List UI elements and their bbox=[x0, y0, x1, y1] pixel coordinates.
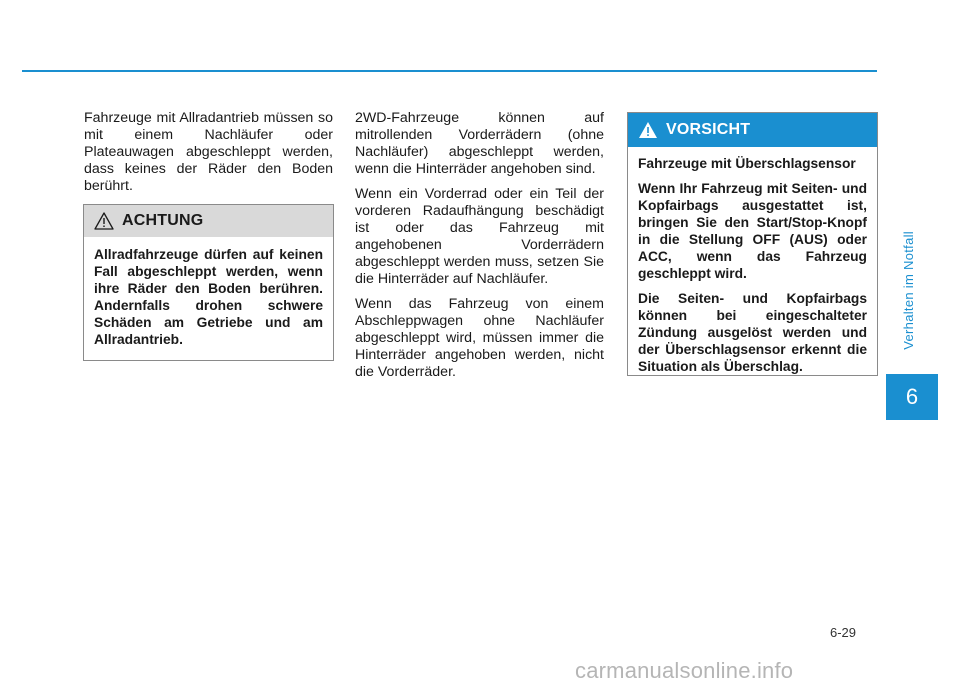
watermark: carmanualsonline.info bbox=[575, 658, 794, 683]
paragraph: Die Seiten- und Kopfairbags können bei eingeschalteter Zündung ausgelöst werden und der Überschlagsensor erkennt die Situation als Überschlag. bbox=[638, 291, 867, 374]
warning-triangle-icon bbox=[94, 212, 114, 230]
vorsicht-text bbox=[628, 147, 877, 375]
text-column-left bbox=[84, 110, 333, 203]
section-side-label bbox=[895, 210, 921, 370]
vorsicht-header bbox=[628, 113, 877, 147]
paragraph: Wenn Ihr Fahrzeug mit Seiten- und Kopfairbags ausgestattet ist, bringen Sie den Start/Stop-Knopf in die Stellung OFF (AUS) oder ACC, wenn das Fahrzeug geschleppt wird. bbox=[638, 181, 867, 281]
section-label-text: Verhalten im Notfall bbox=[900, 230, 916, 350]
achtung-box bbox=[83, 204, 334, 361]
vorsicht-subtitle: Fahrzeuge mit Überschlagsensor bbox=[638, 156, 856, 171]
warning-triangle-icon bbox=[638, 121, 658, 139]
header-rule bbox=[22, 70, 877, 72]
paragraph: Wenn ein Vorderrad oder ein Teil der vorderen Radaufhängung beschädigt ist oder das Fahrzeug mit angehobenen Vorderrädern abgeschleppt werden muss, setzen Sie die Hinterräder auf Nachläufer. bbox=[355, 186, 604, 287]
achtung-header bbox=[84, 205, 333, 237]
paragraph: Fahrzeuge mit Allradantrieb müssen so mit einem Nachläufer oder Plateauwagen abgeschleppt werden, dass keines der Räder den Boden berührt. bbox=[84, 110, 333, 194]
chapter-tab: 6 bbox=[886, 374, 938, 420]
achtung-title: ACHTUNG bbox=[122, 212, 204, 229]
achtung-text: Allradfahrzeuge dürfen auf keinen Fall abgeschleppt werden, wenn ihre Räder den Boden berühren. Andernfalls drohen schwere Schäden am Getriebe und am Allradantrieb. bbox=[94, 247, 323, 347]
page-number: 6-29 bbox=[830, 625, 857, 640]
vorsicht-box bbox=[627, 112, 878, 376]
text-column-middle bbox=[355, 110, 604, 389]
paragraph: 2WD-Fahrzeuge können auf mitrollenden Vorderrädern (ohne Nachläufer) abgeschleppt werden, wenn die Hinterräder angehoben sind. bbox=[355, 110, 604, 177]
vorsicht-title: VORSICHT bbox=[666, 121, 751, 138]
paragraph: Wenn das Fahrzeug von einem Abschleppwagen ohne Nachläufer abgeschleppt wird, müssen immer die Hinterräder angehoben werden, nicht die Vorderräder. bbox=[355, 296, 604, 380]
